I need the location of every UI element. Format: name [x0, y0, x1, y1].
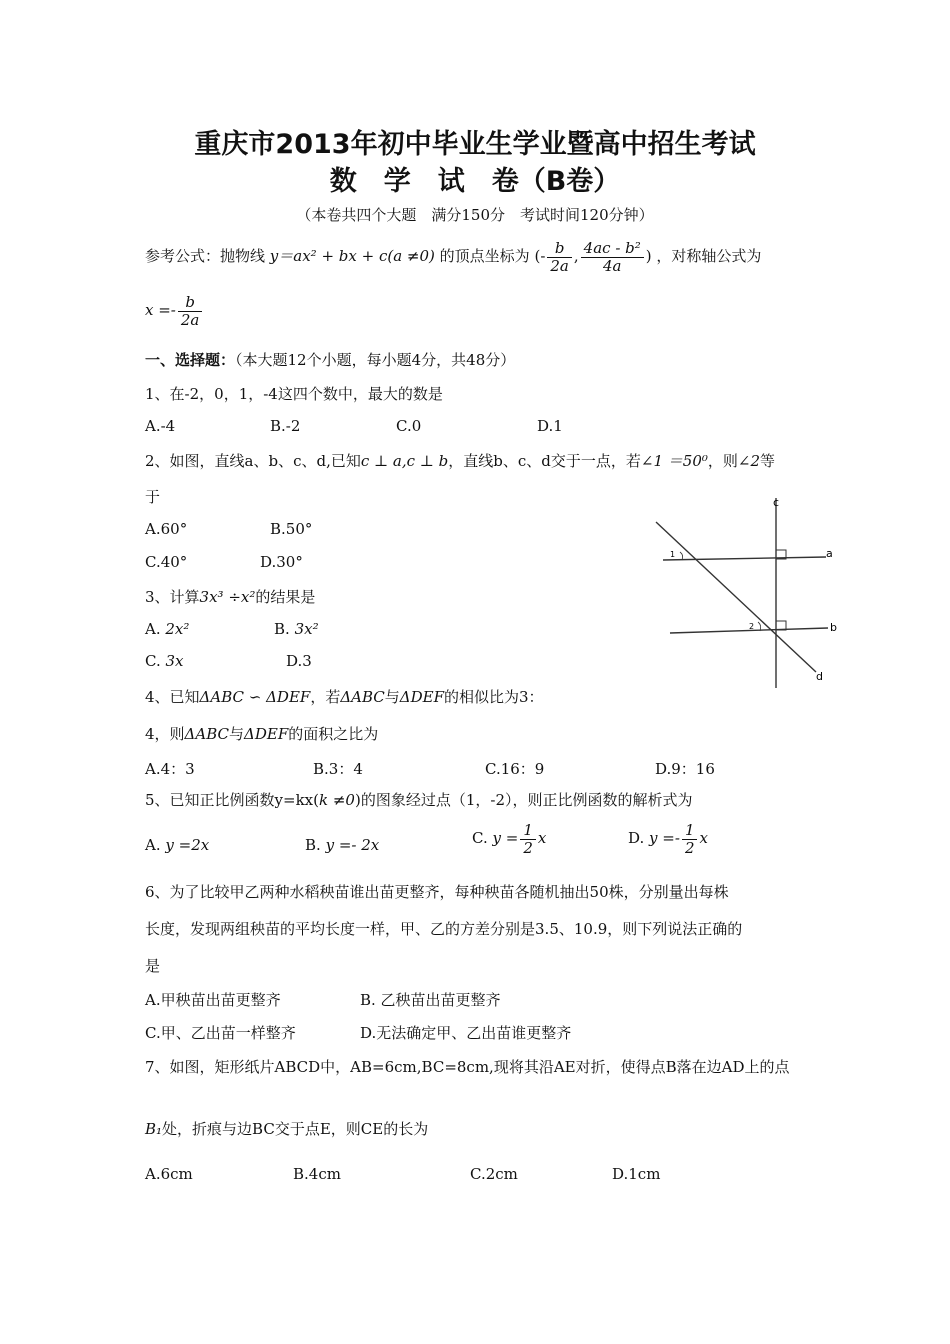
q2-option-b: B.50°	[270, 520, 313, 538]
q3-b-label: B.	[274, 620, 290, 638]
q6-line3: 是	[145, 957, 161, 975]
q5-b-value: y =- 2x	[325, 836, 380, 854]
q4-triangle3: ΔABC	[184, 725, 229, 743]
q2-stem-c: ，则	[707, 452, 738, 470]
q4-stem-d: 4，则	[145, 725, 185, 743]
formula-vertex-rp: )	[645, 247, 652, 265]
q6-option-d: D.无法确定甲、乙出苗谁更整齐	[360, 1024, 572, 1042]
formula-axis-text: ，对称轴公式为	[656, 247, 762, 265]
q5-c-fraction	[520, 822, 536, 856]
q6-line1: 6、为了比较甲乙两种水稻秧苗谁出苗更整齐，每种秧苗各随机抽出50株，分别量出每株	[145, 883, 729, 901]
q4-triangle2: ΔDEF	[399, 688, 445, 706]
vy-num: 4ac - b²	[581, 240, 644, 258]
q2-stem-b: ，直线b、c、d交于一点，若	[448, 452, 641, 470]
q3-option-d: D.3	[286, 652, 312, 670]
q6-option-c: C.甲、乙出苗一样整齐	[145, 1024, 296, 1042]
q2-angle1: ∠1 ＝50⁰	[640, 452, 708, 470]
vx-den: 2a	[550, 256, 569, 275]
q4-stem-line2	[145, 723, 378, 744]
label-d: d	[816, 670, 823, 683]
q4-option-a: A.4：3	[145, 760, 195, 778]
q2-stem-continued: 于	[145, 488, 161, 506]
q6-option-a: A.甲秧苗出苗更整齐	[145, 991, 281, 1009]
q5-option-c	[472, 822, 546, 856]
q7-option-c: C.2cm	[470, 1165, 518, 1183]
q5-stem-b: )的图象经过点（1，-2），则正比例函数的解析式为	[354, 791, 693, 809]
q5-c-post: x	[537, 829, 547, 847]
q4-triangle1: ΔABC	[340, 688, 385, 706]
vy-den: 4a	[602, 256, 622, 275]
exam-subtitle: 数 学 试 卷（B卷）	[329, 166, 621, 197]
q5-option-d	[628, 822, 708, 856]
q7-line2-text: 处，折痕与边BC交于点E，则CE的长为	[162, 1120, 429, 1138]
q5-option-a	[145, 836, 209, 854]
q5-d-num: 1	[682, 822, 698, 840]
q3-option-a	[145, 620, 189, 638]
line-d	[656, 522, 816, 672]
q6-line2: 长度，发现两组秧苗的平均长度一样，甲、乙的方差分别是3.5、10.9，则下列说法正确的	[145, 920, 743, 938]
label-angle1: 1	[670, 550, 676, 559]
formula-vertex-lp: (-	[534, 247, 546, 265]
q3-a-value: 2x²	[165, 620, 190, 638]
vx-num: b	[547, 240, 572, 258]
q2-angle2: ∠2	[737, 452, 761, 470]
section-heading	[145, 349, 515, 370]
q1-stem: 1、在-2，0，1，-4这四个数中，最大的数是	[145, 385, 443, 403]
exam-title: 重庆市2013年初中毕业生学业暨高中招生考试	[194, 129, 756, 160]
q2-figure	[646, 494, 856, 690]
label-angle2: 2	[749, 622, 755, 631]
q4-triangle4: ΔDEF	[244, 725, 289, 743]
formula-intro: 参考公式：抛物线	[145, 247, 266, 265]
q2-stem-a: 2、如图，直线a、b、c、d,已知	[145, 452, 361, 470]
q2-option-c: C.40°	[145, 553, 188, 571]
q4-option-b: B.3：4	[313, 760, 363, 778]
q4-option-d: D.9：16	[655, 760, 715, 778]
line-a	[663, 557, 826, 560]
q6-option-b: B. 乙秧苗出苗更整齐	[360, 991, 501, 1009]
q5-condition: k ≠0	[319, 791, 355, 809]
q4-and2: 与	[229, 725, 245, 743]
q5-a-label: A.	[145, 836, 161, 854]
q5-c-label: C.	[472, 829, 488, 847]
q5-d-fraction	[682, 822, 698, 856]
q3-stem	[145, 586, 315, 607]
formula-vertex-text: 的顶点坐标为	[439, 247, 530, 265]
q2-stem	[145, 450, 775, 471]
formula-comma: ,	[573, 247, 579, 265]
axis-fraction	[178, 294, 203, 328]
q7-line2	[145, 1118, 428, 1139]
vertex-y-fraction	[581, 240, 644, 274]
q4-similarity: ΔABC ∽ ΔDEF	[199, 688, 311, 706]
angle1-arc	[680, 552, 683, 560]
section-title: 一、选择题：	[145, 351, 236, 369]
formula-line	[145, 240, 761, 274]
q5-d-pre: y =-	[649, 829, 680, 847]
q7-option-b: B.4cm	[293, 1165, 341, 1183]
q7-point-b1: B₁	[145, 1120, 163, 1138]
q5-d-label: D.	[628, 829, 645, 847]
q3-c-value: 3x	[165, 652, 184, 670]
right-angle-mark-b	[776, 621, 786, 630]
q5-c-pre: y =	[492, 829, 519, 847]
axis-den: 2a	[180, 310, 200, 329]
q7-option-d: D.1cm	[612, 1165, 661, 1183]
q5-stem	[145, 789, 693, 810]
q5-stem-a: 5、已知正比例函数y=kx(	[145, 791, 319, 809]
q3-stem-b: 的结果是	[255, 588, 316, 606]
q5-c-den: 2	[523, 838, 533, 857]
q5-d-post: x	[699, 829, 708, 847]
q4-stem-e: 的面积之比为	[288, 725, 379, 743]
exam-info: （本卷共四个大题 满分150分 考试时间120分钟）	[296, 206, 654, 224]
q2-stem-d: 等	[760, 452, 776, 470]
q3-a-label: A.	[145, 620, 161, 638]
vertex-x-fraction	[547, 240, 572, 274]
axis-formula	[145, 294, 204, 328]
label-b: b	[830, 621, 837, 634]
q3-option-c	[145, 652, 184, 670]
q4-stem-b: ，若	[310, 688, 341, 706]
label-c: c	[773, 496, 780, 509]
q1-option-a: A.-4	[145, 417, 176, 435]
q5-a-value: y =2x	[165, 836, 210, 854]
q1-option-d: D.1	[537, 417, 563, 435]
label-a: a	[826, 547, 833, 560]
q3-expression: 3x³ ÷x²	[199, 588, 256, 606]
q1-option-c: C.0	[396, 417, 422, 435]
q2-condition: c ⊥ a,c ⊥ b	[360, 452, 449, 470]
q5-option-b	[305, 836, 379, 854]
q7-line1: 7、如图，矩形纸片ABCD中，AB=6cm,BC=8cm,现将其沿AE对折，使得点B落在边AD上的点	[145, 1058, 790, 1076]
q4-and: 与	[384, 688, 400, 706]
axis-num: b	[178, 294, 203, 312]
q7-option-a: A.6cm	[145, 1165, 193, 1183]
q3-b-value: 3x²	[294, 620, 319, 638]
q3-option-b	[274, 620, 319, 638]
q5-d-den: 2	[684, 838, 695, 857]
q5-c-num: 1	[520, 822, 536, 840]
q4-stem	[145, 686, 544, 707]
q1-option-b: B.-2	[270, 417, 301, 435]
q4-stem-c: 的相似比为3：	[444, 688, 544, 706]
q2-option-a: A.60°	[145, 520, 188, 538]
formula-parabola: y＝ax² + bx + c(a ≠0)	[269, 247, 435, 265]
q4-stem-a: 4、已知	[145, 688, 200, 706]
axis-lhs: x =-	[145, 301, 176, 319]
section-note: （本大题12个小题，每小题4分，共48分）	[235, 351, 516, 369]
q4-option-c: C.16：9	[485, 760, 545, 778]
q5-b-label: B.	[305, 836, 321, 854]
q3-stem-a: 3、计算	[145, 588, 200, 606]
q3-c-label: C.	[145, 652, 161, 670]
q2-option-d: D.30°	[260, 553, 303, 571]
